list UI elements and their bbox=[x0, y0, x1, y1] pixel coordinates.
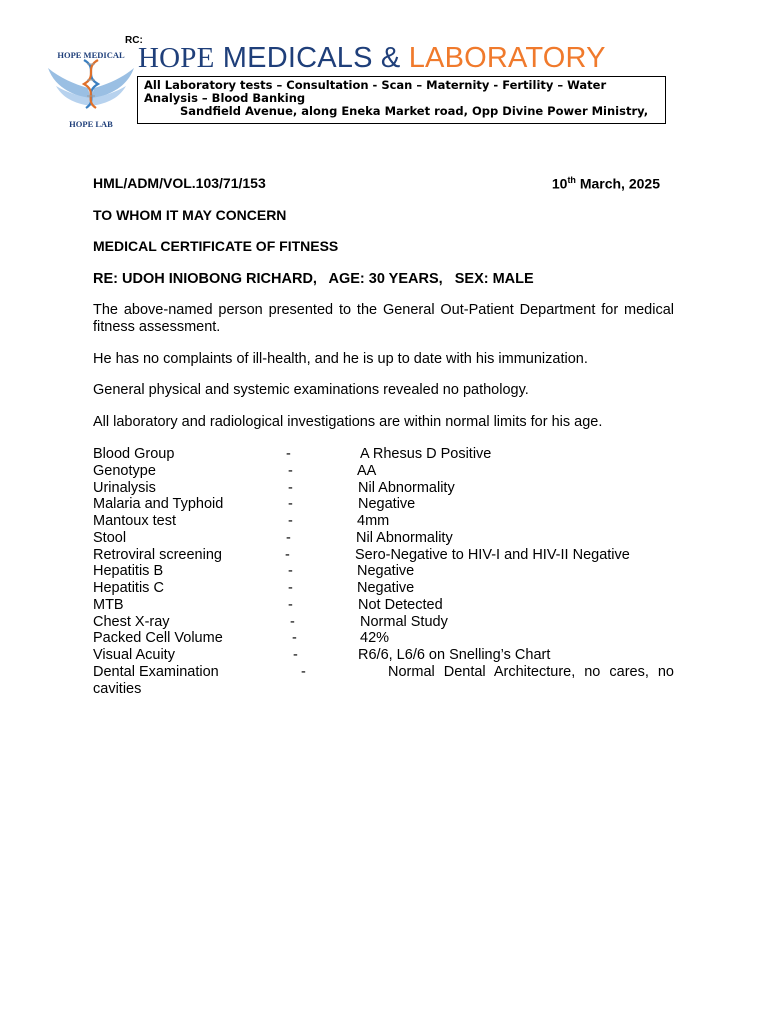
result-separator: - bbox=[288, 596, 293, 613]
result-row bbox=[93, 446, 674, 463]
result-value: Negative bbox=[358, 496, 416, 513]
result-separator: - bbox=[288, 580, 293, 596]
result-value: A Rhesus D Positive bbox=[360, 446, 492, 462]
result-separator: - bbox=[293, 647, 298, 663]
result-row bbox=[93, 463, 674, 480]
result-label: Chest X-ray bbox=[93, 613, 170, 630]
result-value: Sero-Negative to HIV-I and HIV-II Negative bbox=[355, 546, 630, 563]
result-label: Stool bbox=[93, 529, 127, 546]
result-row bbox=[93, 580, 674, 597]
result-separator: - bbox=[288, 496, 293, 513]
result-value: Not Detected bbox=[358, 596, 443, 613]
result-label: Hepatitis C bbox=[93, 580, 164, 596]
result-separator: - bbox=[286, 446, 291, 462]
result-row bbox=[93, 614, 674, 631]
result-separator: - bbox=[286, 529, 291, 546]
result-row bbox=[93, 630, 674, 647]
result-row bbox=[93, 480, 674, 497]
address-text: Sandfield Avenue, along Eneka Market road, Opp Divine Power Ministry, bbox=[180, 104, 649, 118]
result-separator: - bbox=[288, 462, 293, 479]
logo-bottom-text: HOPE LAB bbox=[69, 119, 113, 129]
result-label: Malaria and Typhoid bbox=[93, 496, 224, 513]
result-row bbox=[93, 597, 674, 614]
date-day: 10 bbox=[551, 175, 568, 192]
results-list bbox=[93, 446, 674, 697]
result-value: Normal Dental Architecture, no cares, no bbox=[388, 663, 674, 680]
result-row bbox=[93, 647, 674, 664]
result-value: Negative bbox=[357, 563, 415, 580]
result-row bbox=[93, 563, 674, 580]
paragraph-complaints: He has no complaints of ill-health, and he is up to date with his immunization. bbox=[93, 351, 588, 367]
certificate-title: MEDICAL CERTIFICATE OF FITNESS bbox=[93, 238, 339, 254]
result-label: Packed Cell Volume bbox=[93, 630, 223, 647]
logo-top-text: HOPE MEDICAL bbox=[57, 50, 125, 60]
result-label: Urinalysis bbox=[93, 479, 156, 496]
result-value: R6/6, L6/6 on Snelling’s Chart bbox=[358, 647, 551, 663]
services-box bbox=[137, 76, 666, 124]
result-label: Blood Group bbox=[93, 446, 175, 462]
result-separator: - bbox=[288, 563, 293, 580]
result-value: Normal Study bbox=[360, 613, 448, 630]
result-label: Visual Acuity bbox=[93, 647, 175, 663]
reference-number: HML/ADM/VOL.103/71/153 bbox=[93, 175, 266, 191]
result-row bbox=[93, 664, 674, 681]
result-value: AA bbox=[357, 462, 377, 479]
result-continuation: cavities bbox=[93, 680, 142, 697]
result-label: Genotype bbox=[93, 462, 156, 479]
date-suffix: th bbox=[567, 175, 576, 185]
result-label: Hepatitis B bbox=[93, 563, 164, 580]
services-text: All Laboratory tests – Consultation - Scan – Maternity - Fertility – Water Analysis – Blood Banking bbox=[144, 78, 607, 105]
result-separator: - bbox=[292, 630, 297, 647]
result-label: Retroviral screening bbox=[93, 546, 222, 563]
date-rest: March, 2025 bbox=[575, 175, 660, 192]
letter-date bbox=[552, 175, 660, 192]
company-name bbox=[138, 42, 606, 75]
result-row bbox=[93, 513, 674, 530]
paragraph-investigations: All laboratory and radiological investigations are within normal limits for his age. bbox=[93, 414, 603, 430]
result-separator: - bbox=[290, 613, 295, 630]
company-name-medicals: MEDICALS & bbox=[214, 42, 409, 74]
result-label: Dental Examination bbox=[93, 663, 219, 680]
subject-line: RE: UDOH INIOBONG RICHARD, AGE: 30 YEARS, SEX: MALE bbox=[93, 271, 534, 287]
result-value: Negative bbox=[357, 580, 415, 596]
result-value: Nil Abnormality bbox=[358, 479, 455, 496]
result-separator: - bbox=[288, 513, 293, 529]
paragraph-presentation: The above-named person presented to the General Out-Patient Department for medical fitness assessment. bbox=[93, 302, 674, 335]
result-label: Mantoux test bbox=[93, 513, 177, 529]
result-row bbox=[93, 547, 674, 564]
result-value: 4mm bbox=[357, 513, 390, 529]
hope-medical-logo bbox=[46, 50, 136, 130]
company-name-hope: HOPE bbox=[138, 42, 215, 74]
result-row bbox=[93, 496, 674, 513]
company-name-laboratory: LABORATORY bbox=[408, 42, 606, 74]
salutation: TO WHOM IT MAY CONCERN bbox=[93, 207, 287, 223]
result-value: 42% bbox=[360, 630, 390, 647]
result-separator: - bbox=[301, 663, 306, 680]
result-row bbox=[93, 530, 674, 547]
result-label: MTB bbox=[93, 596, 124, 613]
paragraph-examination: General physical and systemic examinations revealed no pathology. bbox=[93, 382, 529, 398]
rc-label: RC: bbox=[125, 35, 143, 46]
result-separator: - bbox=[288, 479, 293, 496]
result-separator: - bbox=[285, 546, 290, 563]
result-value: Nil Abnormality bbox=[356, 529, 453, 546]
